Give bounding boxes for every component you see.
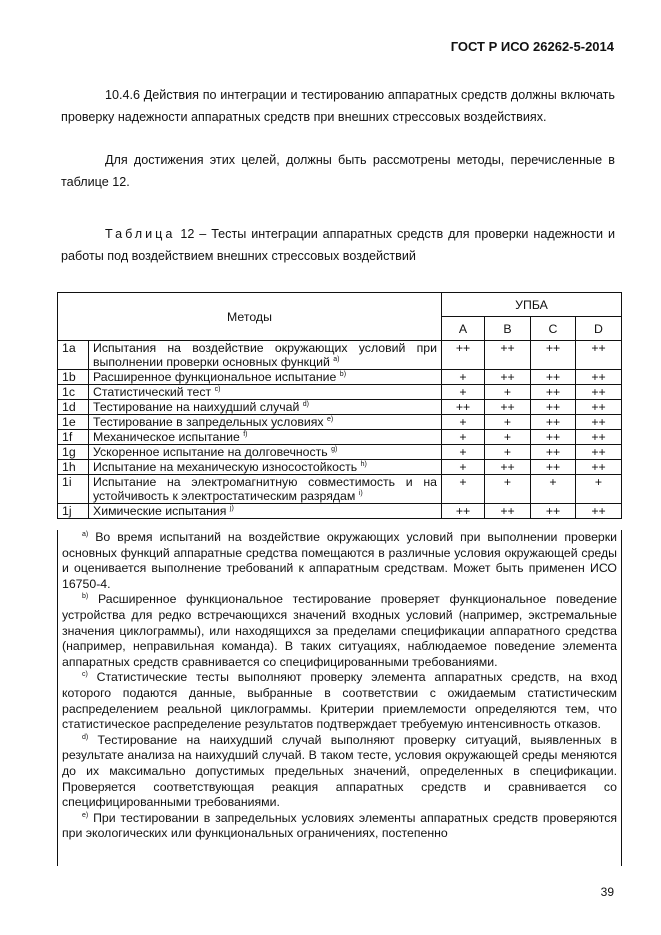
row-id: 1g xyxy=(58,445,89,460)
row-id: 1j xyxy=(58,504,89,519)
footnote-ref: j) xyxy=(229,504,234,512)
level-value: ++ xyxy=(442,341,485,370)
level-value: + xyxy=(576,475,622,504)
table-caption xyxy=(61,223,615,267)
level-value: ++ xyxy=(531,400,576,415)
method-name: Тестирование на наихудший случай xyxy=(93,400,300,414)
method-cell xyxy=(89,341,442,370)
level-value: + xyxy=(531,475,576,504)
footnote-ref: c) xyxy=(214,385,221,393)
method-cell xyxy=(89,460,442,475)
footnote xyxy=(62,733,617,811)
level-header: B xyxy=(485,317,531,341)
method-cell xyxy=(89,400,442,415)
method-cell xyxy=(89,445,442,460)
level-value: ++ xyxy=(531,341,576,370)
level-value: ++ xyxy=(576,504,622,519)
method-cell xyxy=(89,430,442,445)
level-value: ++ xyxy=(485,504,531,519)
level-value: + xyxy=(442,430,485,445)
footnote-text: При тестировании в запредельных условиях элементы аппаратных средств проверяются при экологических или функциональных ограничениях, постепенно xyxy=(62,810,617,841)
footnote-text: Статистические тесты выполняют проверку элемента аппаратных средств, на вход которого подаются данные, выбранные в соответствии с ожидаемым статистическим распределением реальной циклограммы. Критерии приемлемости определяются тем, что статистическое распределение результатов подтверждает требуемую интенсивность отказов. xyxy=(62,670,617,732)
footnote-mark: e) xyxy=(82,811,89,819)
level-value: ++ xyxy=(531,385,576,400)
table-row xyxy=(58,415,622,430)
footnote-text: Тестирование на наихудший случай выполняют проверку ситуаций, выявленных в результате анализа на наихудший случай. В таком тесте, условия окружающей среды меняются до их максимально допустимых предельных значений, определенных в спецификации. Проверяется соответствующая реакция аппаратных средств и сравнивается со специфицированными требованиями. xyxy=(62,732,618,810)
footnote-ref: d) xyxy=(302,400,310,408)
asil-header: УПБА xyxy=(442,293,622,317)
level-value: + xyxy=(442,385,485,400)
method-name: Тестирование в запредельных условиях xyxy=(93,415,324,429)
method-name: Химические испытания xyxy=(93,504,227,518)
row-id: 1d xyxy=(58,400,89,415)
table-row xyxy=(58,430,622,445)
row-id: 1e xyxy=(58,415,89,430)
level-value: ++ xyxy=(576,400,622,415)
footnote-mark: c) xyxy=(82,671,88,679)
footnote-ref: i) xyxy=(358,489,363,497)
level-value: + xyxy=(442,475,485,504)
level-value: ++ xyxy=(576,341,622,370)
footnote xyxy=(62,530,617,592)
table-footnotes xyxy=(57,530,622,866)
method-name: Механическое испытание xyxy=(93,430,240,444)
level-value: ++ xyxy=(531,445,576,460)
level-value: + xyxy=(442,415,485,430)
footnote-mark: a) xyxy=(82,530,89,538)
level-value: + xyxy=(485,415,531,430)
level-value: ++ xyxy=(576,460,622,475)
paragraph-methods xyxy=(61,150,615,193)
table-row xyxy=(58,475,622,504)
level-value: ++ xyxy=(485,341,531,370)
table-row xyxy=(58,504,622,519)
level-value: ++ xyxy=(442,504,485,519)
table-row xyxy=(58,370,622,385)
method-name: Расширенное функциональное испытание xyxy=(93,370,337,384)
level-value: ++ xyxy=(485,460,531,475)
paragraph-text: Для достижения этих целей, должны быть рассмотрены методы, перечисленные в таблице 12. xyxy=(61,153,615,189)
footnote-mark: d) xyxy=(82,733,89,741)
row-id: 1c xyxy=(58,385,89,400)
method-cell xyxy=(89,504,442,519)
table-row xyxy=(58,385,622,400)
level-value: ++ xyxy=(485,370,531,385)
footnote-ref: f) xyxy=(243,430,248,438)
row-id: 1i xyxy=(58,475,89,504)
level-value: ++ xyxy=(531,370,576,385)
level-value: ++ xyxy=(576,445,622,460)
method-name: Испытания на воздействие окружающих условий при выполнении проверки основных функций xyxy=(93,341,437,369)
level-value: ++ xyxy=(485,400,531,415)
level-value: + xyxy=(442,460,485,475)
footnote-ref: b) xyxy=(339,370,347,378)
footnote-ref: g) xyxy=(331,445,338,453)
level-value: ++ xyxy=(531,415,576,430)
method-name: Статистический тест xyxy=(93,385,212,399)
level-value: ++ xyxy=(531,430,576,445)
level-value: + xyxy=(442,370,485,385)
level-value: + xyxy=(485,385,531,400)
caption-text: 12 – Тесты интеграции аппаратных средств для проверки надежности и работы под воздействием внешних стрессовых воздействий xyxy=(61,227,615,263)
paragraph-10-4-6 xyxy=(61,85,615,128)
table-row xyxy=(58,400,622,415)
caption-label: Таблица xyxy=(105,227,176,241)
row-id: 1b xyxy=(58,370,89,385)
level-value: ++ xyxy=(576,430,622,445)
level-value: + xyxy=(485,430,531,445)
table-row xyxy=(58,460,622,475)
footnote-ref: a) xyxy=(333,355,340,363)
level-value: + xyxy=(485,475,531,504)
table-row xyxy=(58,445,622,460)
method-cell xyxy=(89,475,442,504)
method-name: Испытание на механическую износостойкость xyxy=(93,460,358,474)
paragraph-text: 10.4.6 Действия по интеграции и тестированию аппаратных средств должны включать проверку надежности аппаратных средств при внешних стрессовых воздействиях. xyxy=(61,88,615,124)
level-value: ++ xyxy=(442,400,485,415)
footnote xyxy=(62,592,617,670)
footnote xyxy=(62,811,617,842)
level-header: D xyxy=(576,317,622,341)
level-header: A xyxy=(442,317,485,341)
footnote-mark: b) xyxy=(82,593,89,601)
row-id: 1h xyxy=(58,460,89,475)
method-name: Испытание на электромагнитную совместимость и на устойчивость к электростатическим разрядам xyxy=(93,475,437,503)
level-value: + xyxy=(442,445,485,460)
level-header: C xyxy=(531,317,576,341)
row-id: 1a xyxy=(58,341,89,370)
document-header: ГОСТ Р ИСО 26262-5-2014 xyxy=(450,39,614,54)
footnote-ref: h) xyxy=(360,460,367,468)
footnote xyxy=(62,670,617,732)
page-number: 39 xyxy=(600,885,614,899)
method-cell xyxy=(89,415,442,430)
methods-table xyxy=(57,292,622,519)
table-row xyxy=(58,341,622,370)
method-cell xyxy=(89,385,442,400)
level-value: ++ xyxy=(576,415,622,430)
level-value: ++ xyxy=(576,370,622,385)
level-value: + xyxy=(485,445,531,460)
methods-header: Методы xyxy=(58,293,442,341)
footnote-text: Расширенное функциональное тестирование проверяет функциональное поведение устройства для редко встречающихся значений входных условий (например, экстремальные значения циклограммы), или находящихся за пределами спецификации аппаратного средства (например, неправильная команда). В таких ситуациях, наблюдаемое поведение элемента аппаратных средств сравнивается со специфицированными требованиями. xyxy=(62,592,617,669)
level-value: ++ xyxy=(531,504,576,519)
level-value: ++ xyxy=(531,460,576,475)
footnote-ref: e) xyxy=(326,415,334,423)
level-value: ++ xyxy=(576,385,622,400)
method-cell xyxy=(89,370,442,385)
footnote-text: Во время испытаний на воздействие окружающих условий при выполнении проверки основных функций аппаратные средства помещаются в различные условия окружающей среды и оценивается выполнение требований к аппаратным средствам. Может быть применен ИСО 16750-4. xyxy=(62,530,618,591)
method-name: Ускоренное испытание на долговечность xyxy=(93,445,328,459)
row-id: 1f xyxy=(58,430,89,445)
